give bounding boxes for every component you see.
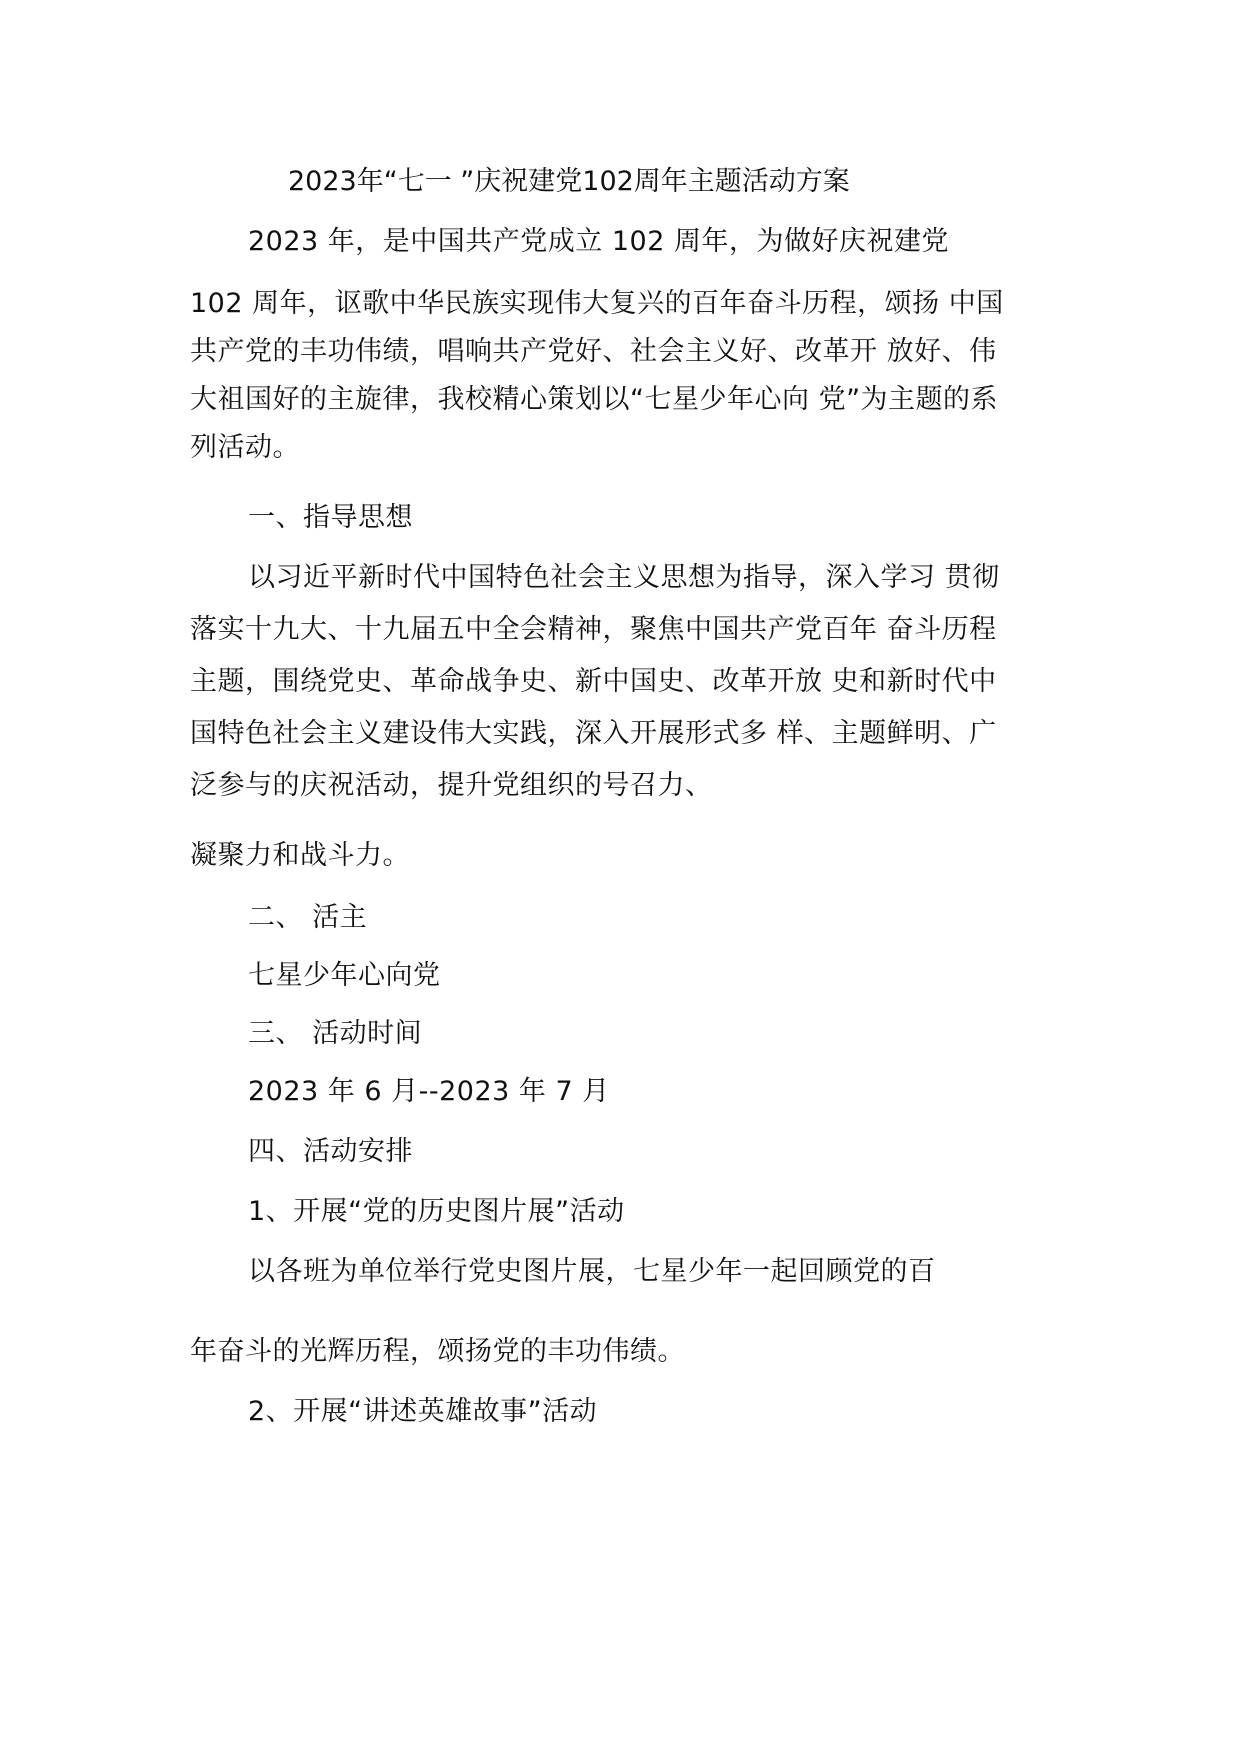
- section-1-line-5: 泛参与的庆祝活动，提升党组织的号召力、: [190, 770, 713, 801]
- section-4-heading: 四、活动安排: [248, 1136, 413, 1167]
- section-1-line-1: 以习近平新时代中国特色社会主义思想为指导，深入学习 贯彻: [248, 562, 1000, 593]
- section-1-line-2: 落实十九大、十九届五中全会精神，聚焦中国共产党百年 奋斗历程: [190, 614, 997, 645]
- document-title: 2023年“七一 ”庆祝建党102周年主题活动方案: [288, 166, 850, 197]
- intro-line-4: 大祖国好的主旋律，我校精心策划以“七星少年心向 党”为主题的系: [190, 384, 999, 415]
- activity-1-line-1: 以各班为单位举行党史图片展，七星少年一起回顾党的百: [248, 1256, 936, 1287]
- section-1-heading: 一、指导思想: [248, 502, 413, 533]
- activity-2-title: 2、开展“讲述英雄故事”活动: [248, 1396, 598, 1427]
- section-3-content: 2023 年 6 月--2023 年 7 月: [248, 1076, 610, 1107]
- activity-1-title: 1、开展“党的历史图片展”活动: [248, 1196, 625, 1227]
- intro-line-5: 列活动。: [190, 432, 300, 463]
- intro-line-1: 2023 年，是中国共产党成立 102 周年，为做好庆祝建党: [248, 226, 949, 257]
- section-1-line-4: 国特色社会主义建设伟大实践，深入开展形式多 样、主题鲜明、广: [190, 718, 997, 749]
- section-1-line-6: 凝聚力和战斗力。: [190, 840, 410, 871]
- section-2-content: 七星少年心向党: [248, 960, 441, 991]
- intro-line-3: 共产党的丰功伟绩，唱响共产党好、社会主义好、改革开 放好、伟: [190, 336, 997, 367]
- section-3-heading: 三、 活动时间: [248, 1018, 423, 1049]
- section-2-heading: 二、 活主: [248, 902, 368, 933]
- intro-line-2: 102 周年，讴歌中华民族实现伟大复兴的百年奋斗历程，颂扬 中国: [190, 288, 1004, 319]
- section-1-line-3: 主题，围绕党史、革命战争史、新中国史、改革开放 史和新时代中: [190, 666, 997, 697]
- activity-1-line-2: 年奋斗的光辉历程，颂扬党的丰功伟绩。: [190, 1336, 685, 1367]
